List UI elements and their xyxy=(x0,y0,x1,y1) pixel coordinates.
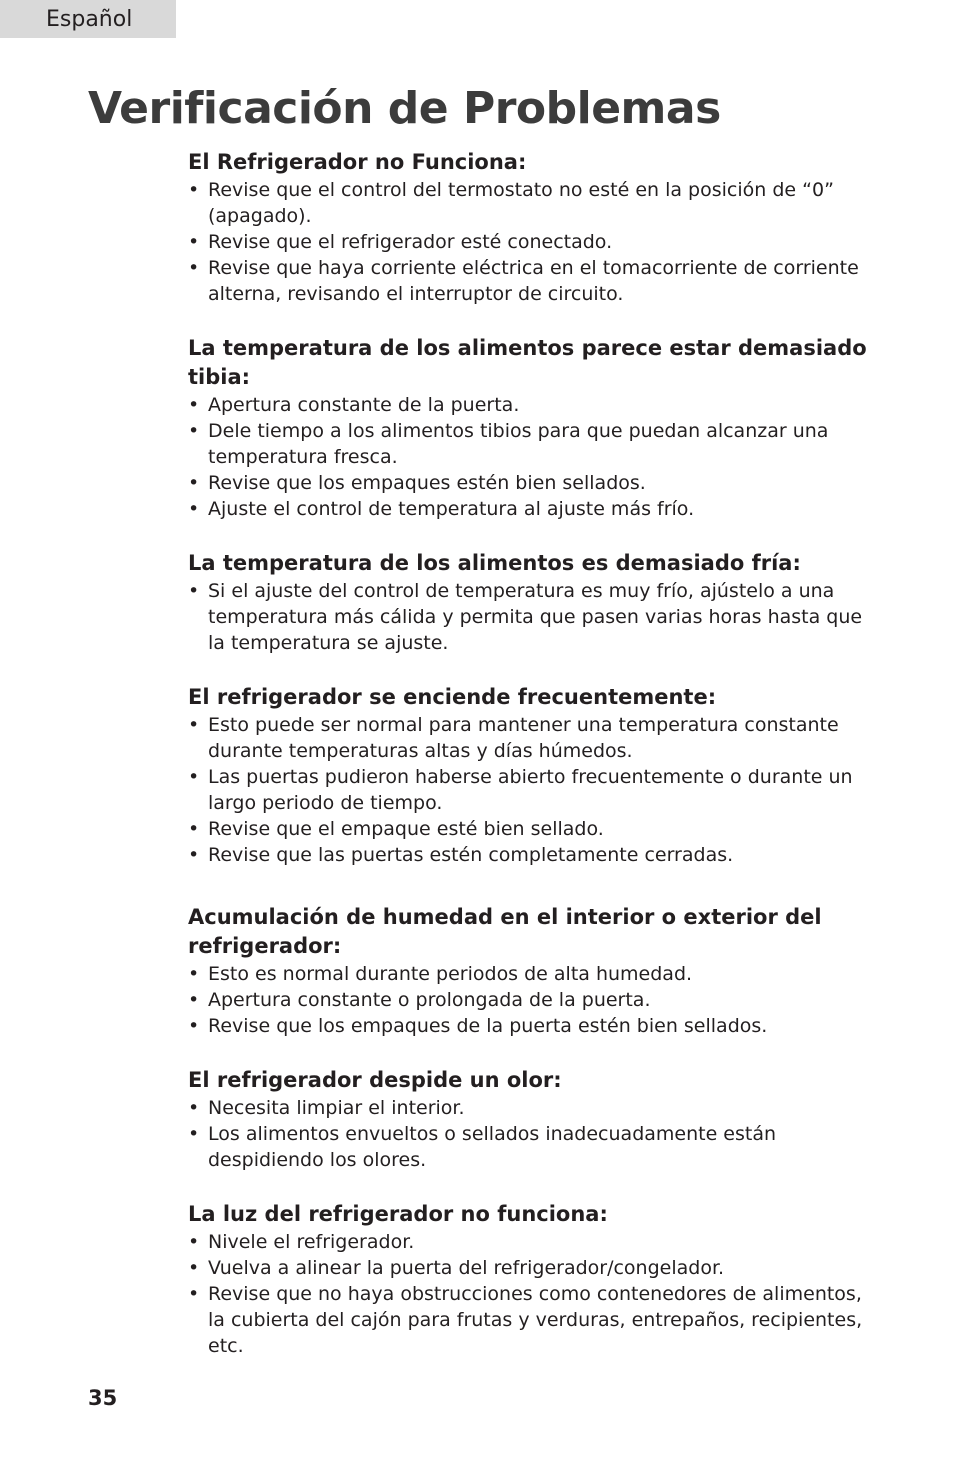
section-heading: Acumulación de humedad en el interior o exterior del refrigerador: xyxy=(188,905,822,958)
language-tab: Español xyxy=(0,0,176,38)
list-item: • Necesita limpiar el interior. xyxy=(188,1095,868,1121)
section-heading: El Refrigerador no Funciona: xyxy=(188,150,527,174)
page-title: Verificación de Problemas xyxy=(88,83,721,134)
list-item: • Ajuste el control de temperatura al ajuste más frío. xyxy=(188,496,868,522)
section-too-cold xyxy=(188,549,868,656)
list-item: • Revise que las puertas estén completamente cerradas. xyxy=(188,842,868,868)
section-moisture xyxy=(188,903,868,1039)
list-item: • Revise que el control del termostato no esté en la posición de “0” (apagado). xyxy=(188,177,868,229)
list-item: • Si el ajuste del control de temperatura es muy frío, ajústelo a una temperatura más cálida y permita que pasen varias horas hasta que la temperatura se ajuste. xyxy=(188,578,868,656)
section-heading: El refrigerador despide un olor: xyxy=(188,1068,562,1092)
bullet-list xyxy=(188,392,868,522)
section-heading: El refrigerador se enciende frecuentemente: xyxy=(188,685,717,709)
section-heading: La temperatura de los alimentos es demasiado fría: xyxy=(188,551,801,575)
section-too-warm xyxy=(188,334,868,522)
list-item: • Apertura constante o prolongada de la puerta. xyxy=(188,987,868,1013)
section-runs-frequently xyxy=(188,683,868,868)
troubleshooting-content xyxy=(188,148,868,1359)
list-item: • Nivele el refrigerador. xyxy=(188,1229,868,1255)
list-item: • Apertura constante de la puerta. xyxy=(188,392,868,418)
list-item: • Los alimentos envueltos o sellados inadecuadamente están despidiendo los olores. xyxy=(188,1121,868,1173)
bullet-list xyxy=(188,961,868,1039)
bullet-list xyxy=(188,1095,868,1173)
list-item: • Revise que los empaques de la puerta estén bien sellados. xyxy=(188,1013,868,1039)
list-item: • Revise que no haya obstrucciones como contenedores de alimentos, la cubierta del cajón para frutas y verduras, entrepaños, recipientes, etc. xyxy=(188,1281,868,1359)
list-item: • Las puertas pudieron haberse abierto frecuentemente o durante un largo periodo de tiempo. xyxy=(188,764,868,816)
section-heading: La luz del refrigerador no funciona: xyxy=(188,1202,608,1226)
page-number: 35 xyxy=(88,1386,118,1410)
list-item: • Revise que el empaque esté bien sellado. xyxy=(188,816,868,842)
section-light xyxy=(188,1200,868,1359)
bullet-list xyxy=(188,177,868,307)
list-item: • Esto es normal durante periodos de alta humedad. xyxy=(188,961,868,987)
section-heading: La temperatura de los alimentos parece estar demasiado tibia: xyxy=(188,336,867,389)
section-not-working xyxy=(188,148,868,307)
list-item: • Revise que haya corriente eléctrica en el tomacorriente de corriente alterna, revisando el interruptor de circuito. xyxy=(188,255,868,307)
list-item: • Vuelva a alinear la puerta del refrigerador/congelador. xyxy=(188,1255,868,1281)
list-item: • Revise que los empaques estén bien sellados. xyxy=(188,470,868,496)
list-item: • Esto puede ser normal para mantener una temperatura constante durante temperaturas altas y días húmedos. xyxy=(188,712,868,764)
bullet-list xyxy=(188,712,868,868)
list-item: • Dele tiempo a los alimentos tibios para que puedan alcanzar una temperatura fresca. xyxy=(188,418,868,470)
section-odor xyxy=(188,1066,868,1173)
list-item: • Revise que el refrigerador esté conectado. xyxy=(188,229,868,255)
bullet-list xyxy=(188,578,868,656)
bullet-list xyxy=(188,1229,868,1359)
